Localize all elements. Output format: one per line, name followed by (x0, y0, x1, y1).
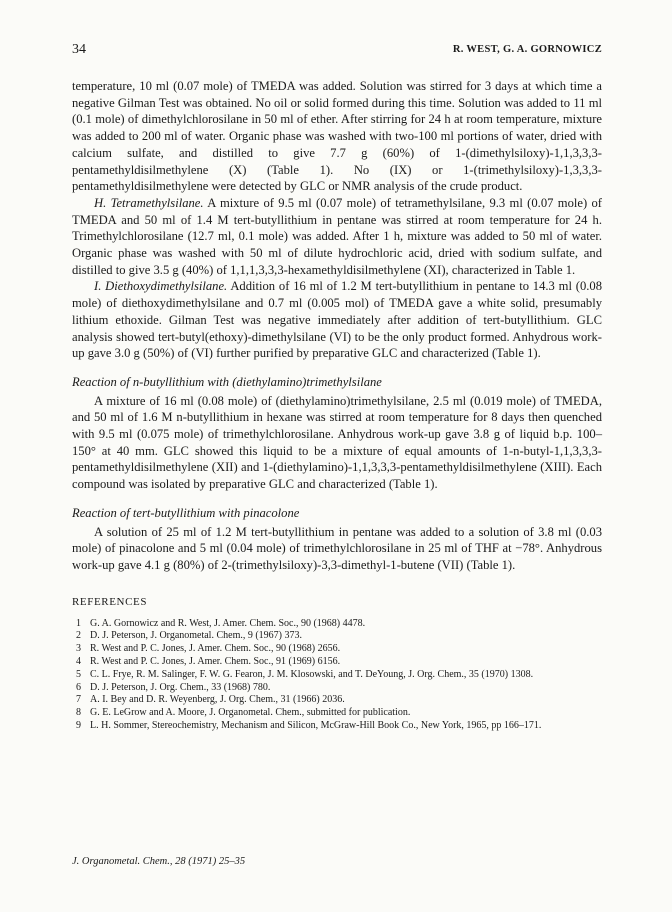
article-body (72, 78, 602, 574)
subsection-lead: H. Tetramethylsilane. (94, 195, 204, 210)
reference-item (72, 630, 602, 643)
reference-text: R. West and P. C. Jones, J. Amer. Chem. Soc., 91 (1969) 6156. (90, 656, 341, 668)
reference-item (72, 656, 602, 669)
reference-number: 1 (76, 617, 81, 629)
reference-text: D. J. Peterson, J. Org. Chem., 33 (1968) 780. (90, 681, 271, 693)
paragraph-text: A mixture of 9.5 ml (0.07 mole) of tetramethylsilane, 9.3 ml (0.07 mole) of TMEDA and 50 ml of 1.4 M tert-butyllithium in pentane was stirred at room temperature for 24 h. Trimethylchlorosilane (12.7 ml, 0.1 mole) was added. After 1 h, mixture was added to 50 ml of water. Organic phase was washed with 50 ml of dilute hydrochloric acid, dried with sodium sulfate, and distilled to give 3.5 g (40%) of 1,1,1,3,3,3-hexamethyldisilmethylene (XI), characterized in Table 1. (72, 195, 602, 277)
page-header (72, 42, 602, 64)
reference-item (72, 720, 602, 733)
paragraph (72, 524, 602, 574)
reference-item (72, 694, 602, 707)
references-heading: REFERENCES (72, 595, 148, 608)
reference-list (72, 618, 602, 733)
reference-text: G. A. Gornowicz and R. West, J. Amer. Chem. Soc., 90 (1968) 4478. (90, 617, 366, 629)
paragraph (72, 195, 602, 279)
journal-page (72, 42, 602, 733)
reference-number: 7 (76, 694, 81, 706)
reference-number: 6 (76, 681, 81, 693)
reference-number: 8 (76, 707, 81, 719)
journal-footer: J. Organometal. Chem., 28 (1971) 25–35 (72, 856, 246, 867)
section-heading: Reaction of tert-butyllithium with pinacolone (72, 505, 300, 520)
running-head-authors: R. WEST, G. A. GORNOWICZ (452, 44, 602, 55)
reference-number: 3 (76, 643, 81, 655)
reference-item (72, 707, 602, 720)
reference-text: G. E. LeGrow and A. Moore, J. Organometal. Chem., submitted for publication. (90, 707, 411, 719)
reference-number: 4 (76, 656, 81, 668)
paragraph-text: A solution of 25 ml of 1.2 M tert-butyllithium in pentane was added to a solution of 3.8 ml (0.03 mole) of pinacolone and 5 ml (0.04 mole) of trimethylchlorosilane in 25 ml of THF at −78°. Anhydrous work-up gave 4.1 g (80%) of 2-(trimethylsiloxy)-3,3-dimethyl-1-butene (VII) (Table 1). (72, 524, 602, 572)
paragraph (72, 78, 602, 195)
reference-item (72, 669, 602, 682)
paragraph-text: Addition of 16 ml of 1.2 M tert-butyllithium in pentane to 14.3 ml (0.08 mole) of diethoxydimethylsilane and 0.7 ml (0.005 mol) of TMEDA gave a white solid, presumably lithium ethoxide. Gilman Test was negative immediately after addition of tert-butyllithium. GLC analysis showed tert-butyl(ethoxy)-dimethylsilane (VI) to be the only product formed. Anhydrous work-up gave 3.0 g (50%) of (VI) further purified by preparative GLC and characterized (Table 1). (72, 279, 602, 361)
section-heading: Reaction of n-butyllithium with (diethylamino)trimethylsilane (72, 374, 382, 389)
reference-number: 2 (76, 630, 81, 642)
paragraph (72, 393, 602, 493)
reference-text: L. H. Sommer, Stereochemistry, Mechanism and Silicon, McGraw-Hill Book Co., New York, 1965, pp 166–171. (90, 720, 542, 732)
reference-text: A. I. Bey and D. R. Weyenberg, J. Org. Chem., 31 (1966) 2036. (90, 694, 345, 706)
reference-text: R. West and P. C. Jones, J. Amer. Chem. Soc., 90 (1968) 2656. (90, 643, 341, 655)
reference-text: D. J. Peterson, J. Organometal. Chem., 9 (1967) 373. (90, 630, 303, 642)
reference-number: 5 (76, 668, 81, 680)
reference-number: 9 (76, 720, 81, 732)
paragraph-text: A mixture of 16 ml (0.08 mole) of (diethylamino)trimethylsilane, 2.5 ml (0.019 mole) of TMEDA, and 50 ml of 1.6 M n-butyllithium in hexane was stirred at room temperature for 8 days then quenched with 9.5 ml (0.075 mole) of trimethylchlorosilane. Anhydrous work-up gave 3.8 g of liquid b.p. 100–150° at 40 mm. GLC showed this liquid to be a mixture of equal amounts of 1-n-butyl-1,1,3,3,3-pentamethyldisilmethylene (XII) and 1-(diethylamino)-1,1,3,3,3-pentamethyldisilmethylene (XIII). Each compound was isolated by preparative GLC and characterized (Table 1). (72, 393, 602, 492)
page-number: 34 (72, 42, 86, 57)
subsection-lead: I. Diethoxydimethylsilane. (94, 279, 228, 294)
paragraph-text: temperature, 10 ml (0.07 mole) of TMEDA was added. Solution was stirred for 3 days at which time a negative Gilman Test was obtained. No oil or solid formed during this time. Solution was added to 11 ml (0.1 mole) of dimethylchlorosilane in 50 ml of ether. After stirring for 24 h at room temperature, mixture was added to 200 ml of water. Organic phase was washed with two-100 ml portions of water, dried with calcium sulfate, and distilled to give 7.7 g (60%) of 1-(dimethylsiloxy)-1,1,3,3,3-pentamethyldisilmethylene (X) (Table 1). No (IX) or 1-(trimethylsiloxy)-1,3,3,3-pentamethyldisilmethylene were detected by GLC or NMR analysis of the crude product. (72, 79, 602, 194)
reference-text: C. L. Frye, R. M. Salinger, F. W. G. Fearon, J. M. Klosowski, and T. DeYoung, J. Org. Chem., 35 (1970) 1308. (90, 668, 534, 680)
reference-item (72, 618, 602, 631)
reference-item (72, 643, 602, 656)
reference-item (72, 682, 602, 695)
paragraph (72, 278, 602, 362)
